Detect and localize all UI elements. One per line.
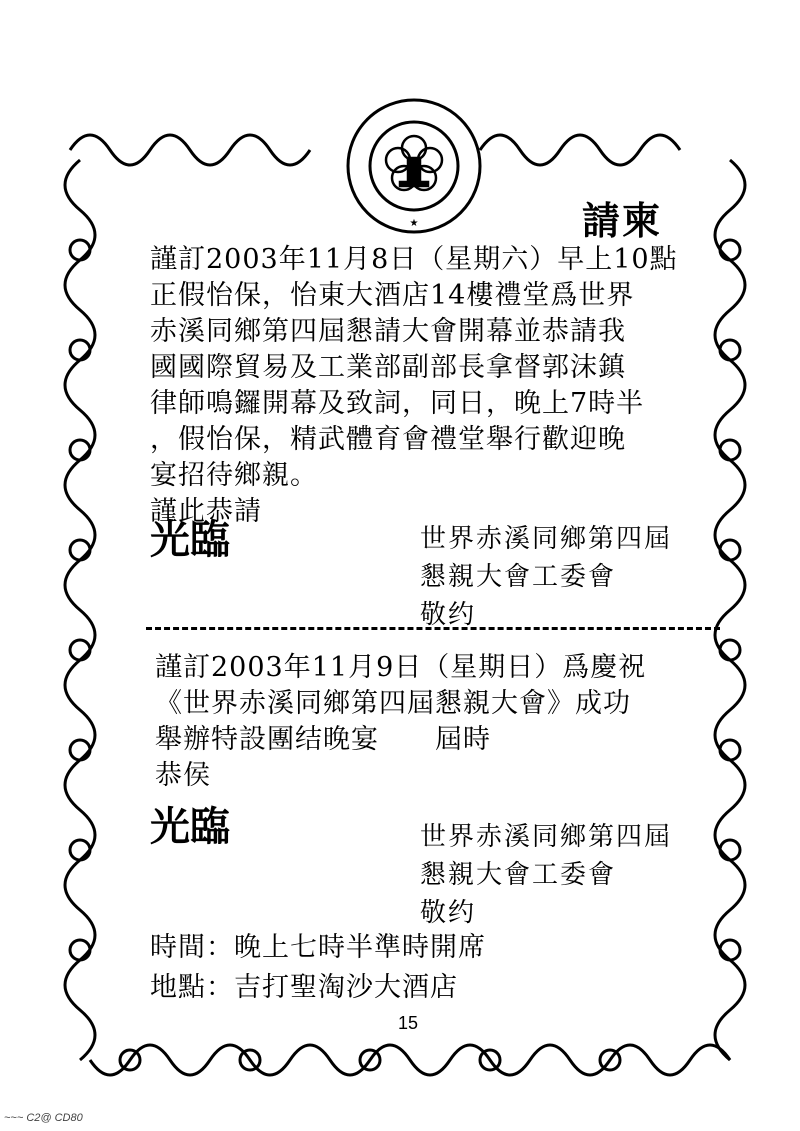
body-line: 謹訂2003年11月8日（星期六）早上10點	[150, 244, 678, 275]
invitation-title: 請柬	[582, 199, 663, 243]
association-emblem	[344, 96, 484, 236]
dashed-divider	[146, 627, 720, 630]
signature-line: 懇親大會工委會	[420, 562, 617, 592]
body-line: 律師鳴鑼開幕及致詞，同日，晚上7時半	[150, 388, 645, 419]
page-number: 15	[398, 1013, 419, 1033]
greeting-heading-1: 光臨	[150, 517, 230, 563]
event-place: 地點：吉打聖淘沙大酒店	[150, 972, 458, 1003]
greeting-heading-2: 光臨	[150, 804, 230, 850]
signature-block-2	[420, 818, 672, 932]
event-time: 時間：晚上七時半準時開席	[150, 932, 486, 963]
body-line: 謹此恭請	[150, 496, 262, 527]
body-line: ，假怡保，精武體育會禮堂舉行歡迎晚	[150, 424, 626, 455]
body-line: 《世界赤溪同鄉第四屆懇親大會》成功	[155, 688, 631, 719]
invitation-body-1	[150, 242, 678, 530]
svg-text:★: ★	[409, 218, 419, 229]
invitation-body-2	[155, 650, 646, 794]
signature-line: 敬约	[420, 600, 477, 630]
signature-block-1	[420, 520, 672, 634]
body-line: 赤溪同鄉第四屆懇請大會開幕並恭請我	[150, 316, 626, 347]
body-line: 舉辦特設團结晚宴 屆時	[155, 724, 491, 755]
signature-line: 世界赤溪同鄉第四屆	[420, 524, 673, 554]
signature-line: 敬约	[420, 898, 477, 928]
body-line: 國國際貿易及工業部副部長拿督郭沫鎮	[150, 352, 626, 383]
body-line: 謹訂2003年11月9日（星期日）爲慶祝	[155, 652, 647, 683]
body-line: 恭侯	[155, 760, 211, 791]
body-line: 宴招待鄉親。	[150, 460, 318, 491]
signature-line: 世界赤溪同鄉第四屆	[420, 822, 673, 852]
body-line: 正假怡保，怡東大酒店14樓禮堂爲世界	[150, 280, 635, 311]
footer-text: ~~~ C2@ CD80	[4, 1112, 83, 1124]
signature-line: 懇親大會工委會	[420, 860, 617, 890]
